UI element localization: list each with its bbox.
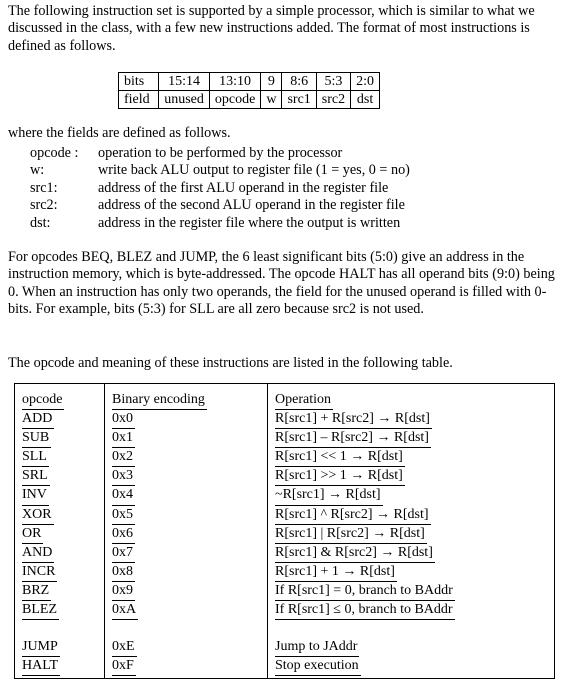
table-row (15, 601, 555, 620)
encoding-cell: 0x5 (105, 506, 268, 525)
format-cell: 8:6 (282, 73, 316, 91)
operation-cell: R[src1] << 1 → R[dst] (268, 448, 555, 467)
table-intro: The opcode and meaning of these instructions are listed in the following table. (8, 355, 453, 371)
opcode-cell: BLEZ (15, 601, 105, 620)
format-cell: bits (119, 73, 159, 91)
opcode-cell: SUB (15, 429, 105, 448)
operation-cell: R[src1] & R[src2] → R[dst] (268, 544, 555, 563)
format-cell: dst (351, 91, 380, 109)
table-row (15, 486, 555, 505)
field-description: operation to be performed by the processor (98, 145, 343, 161)
column-header: Binary encoding (105, 384, 268, 411)
field-description: address of the second ALU operand in the register file (98, 197, 405, 214)
format-cell: unused (159, 91, 210, 109)
table-row (15, 410, 555, 429)
column-header: Operation (268, 384, 555, 411)
table-row (15, 506, 555, 525)
opcode-cell: JUMP (15, 638, 105, 657)
format-bits-row (119, 73, 380, 91)
encoding-cell: 0x3 (105, 467, 268, 486)
notes-paragraph: For opcodes BEQ, BLEZ and JUMP, the 6 least significant bits (5:0) give an address in the instruction memory, which is byte-addressed. The opcode HALT has all operand bits (9:0) being 0. When an instruction has only two operands, the field for the unused operand is filled with 0-bits. For example, bits (5:3) for SLL are all zero because src2 is not used. (8, 249, 555, 318)
opcode-cell: HALT (15, 657, 105, 679)
operation-cell: R[src1] ^ R[src2] → R[dst] (268, 506, 555, 525)
table-row (15, 582, 555, 601)
encoding-cell: 0x9 (105, 582, 268, 601)
field-term: opcode : (30, 145, 79, 161)
operation-cell: If R[src1] = 0, branch to BAddr (268, 582, 555, 601)
table-header-row (15, 384, 555, 411)
format-cell: opcode (209, 91, 260, 109)
operation-cell: R[src1] | R[src2] → R[dst] (268, 525, 555, 544)
opcode-cell: SLL (15, 448, 105, 467)
table-row (15, 525, 555, 544)
field-term: src2: (30, 197, 58, 214)
format-cell: 2:0 (351, 73, 380, 91)
format-cell: src2 (316, 91, 350, 109)
field-term: src1: (30, 179, 58, 196)
operation-cell: If R[src1] ≤ 0, branch to BAddr (268, 601, 555, 620)
encoding-cell: 0x2 (105, 448, 268, 467)
encoding-cell: 0xE (105, 638, 268, 657)
encoding-cell: 0x4 (105, 486, 268, 505)
encoding-cell: 0x1 (105, 429, 268, 448)
intro-paragraph: The following instruction set is supported by a simple processor, which is similar to what we discussed in the class, with a few new instructions added. The format of most instructions is defined as follows. (8, 3, 535, 54)
format-cell: w (261, 91, 282, 109)
operation-cell: R[src1] – R[src2] → R[dst] (268, 429, 555, 448)
field-description: address in the register file where the output is written (98, 214, 401, 231)
field-term: dst: (30, 214, 51, 231)
operation-cell: Jump to JAddr (268, 638, 555, 657)
opcode-cell: OR (15, 525, 105, 544)
format-fields-row (119, 91, 380, 109)
operation-cell: R[src1] >> 1 → R[dst] (268, 467, 555, 486)
format-cell: field (119, 91, 159, 109)
opcode-cell: BRZ (15, 582, 105, 601)
operation-cell: Stop execution (268, 657, 555, 679)
field-description: address of the first ALU operand in the register file (98, 179, 389, 196)
table-row (15, 563, 555, 582)
opcode-table (14, 383, 555, 679)
encoding-cell: 0x6 (105, 525, 268, 544)
format-cell: 13:10 (209, 73, 260, 91)
instruction-format-table (118, 72, 380, 109)
encoding-cell: 0xF (105, 657, 268, 679)
table-row (15, 448, 555, 467)
encoding-cell: 0x8 (105, 563, 268, 582)
table-row (15, 429, 555, 448)
operation-cell: R[src1] + R[src2] → R[dst] (268, 410, 555, 429)
opcode-cell: XOR (15, 506, 105, 525)
table-row (15, 638, 555, 657)
opcode-cell: SRL (15, 467, 105, 486)
table-row (15, 657, 555, 679)
opcode-cell: INCR (15, 563, 105, 582)
encoding-cell: 0xA (105, 601, 268, 620)
format-cell: 15:14 (159, 73, 210, 91)
fields-intro: where the fields are defined as follows. (8, 125, 231, 141)
table-spacer-row (15, 620, 555, 638)
opcode-cell: ADD (15, 410, 105, 429)
field-term: w: (30, 162, 45, 179)
format-cell: 5:3 (316, 73, 350, 91)
table-row (15, 544, 555, 563)
format-cell: 9 (261, 73, 282, 91)
opcode-cell: INV (15, 486, 105, 505)
operation-cell: R[src1] + 1 → R[dst] (268, 563, 555, 582)
encoding-cell: 0x0 (105, 410, 268, 429)
format-cell: src1 (282, 91, 316, 109)
opcode-cell: AND (15, 544, 105, 563)
encoding-cell: 0x7 (105, 544, 268, 563)
column-header: opcode (15, 384, 105, 411)
operation-cell: ~R[src1] → R[dst] (268, 486, 555, 505)
field-description: write back ALU output to register file (1 = yes, 0 = no) (98, 162, 410, 179)
table-row (15, 467, 555, 486)
